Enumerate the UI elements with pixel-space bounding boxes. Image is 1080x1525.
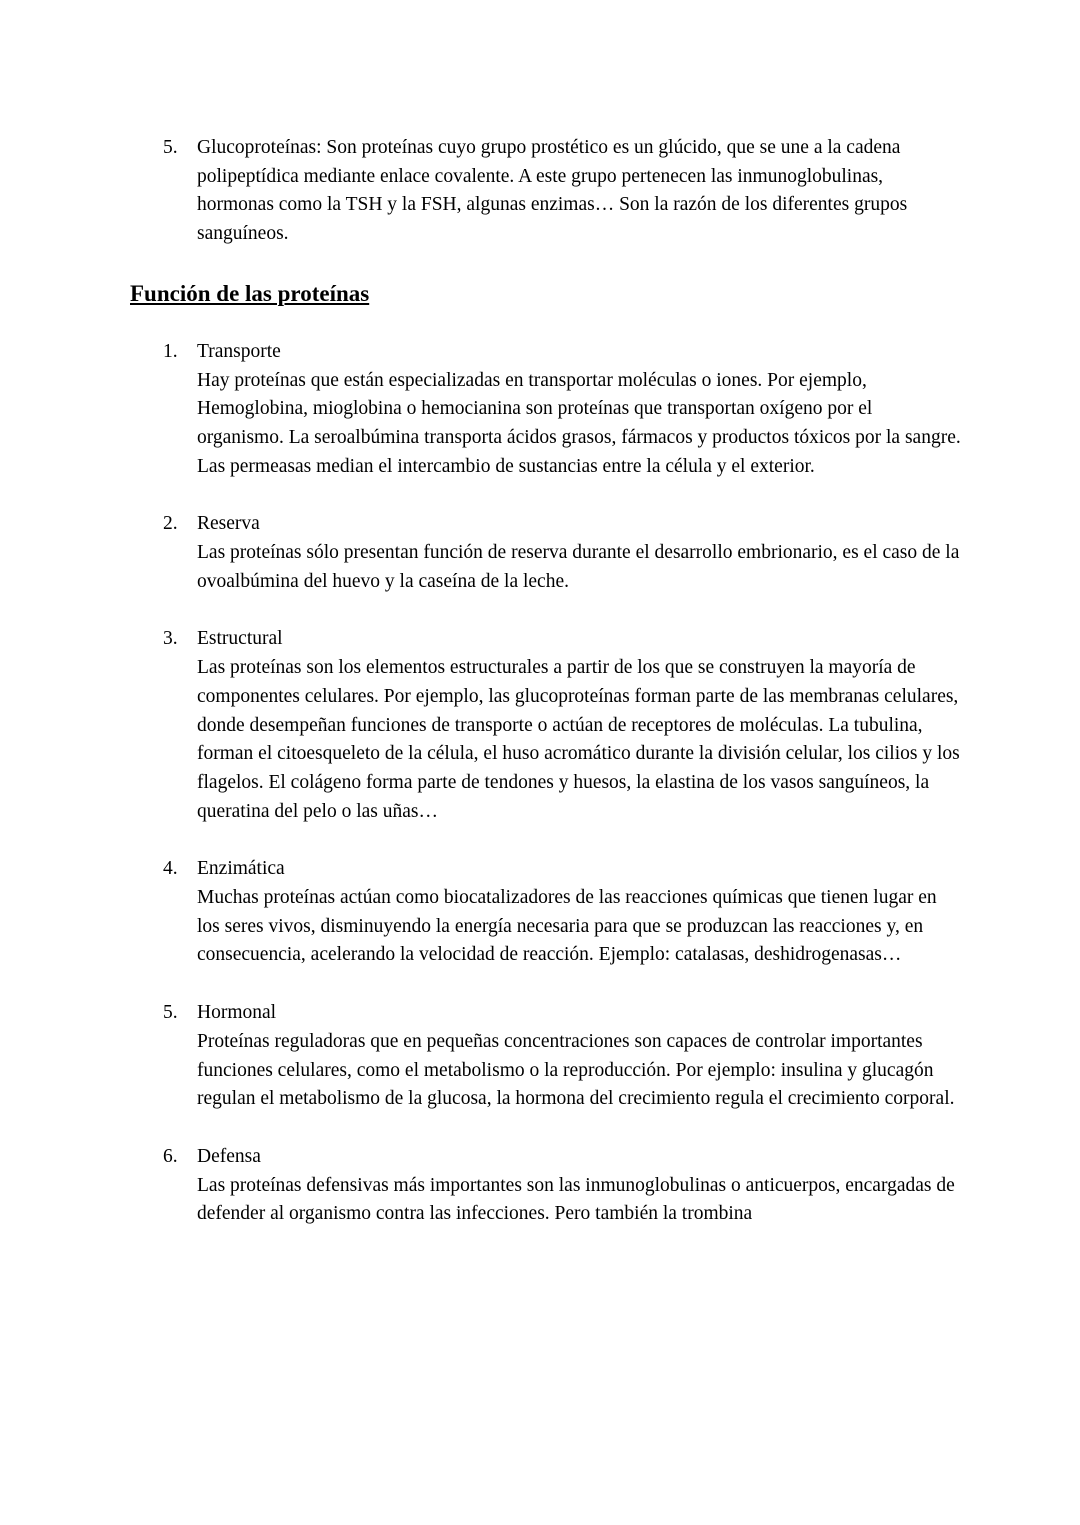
- item-title: Transporte: [197, 340, 281, 362]
- item-number: 3.: [163, 628, 178, 650]
- item-body: Hay proteínas que están especializadas en transportar moléculas o iones. Por ejemplo, Hemoglobina, mioglobina o hemocianina son proteínas que transportan oxígeno por el organismo. La seroalbúmina transporta ácidos grasos, fármacos y productos tóxicos por la sangre. Las permeasas median el intercambio de sustancias entre la célula y el exterior.: [197, 369, 961, 477]
- function-item-reserva: [130, 510, 962, 596]
- item-body: Muchas proteínas actúan como biocatalizadores de las reacciones químicas que tienen lugar en los seres vivos, disminuyendo la energía necesaria para que se produzcan las reacciones y, en consecuencia, acelerando la velocidad de reacción. Ejemplo: catalasas, deshidrogenasas…: [197, 887, 937, 966]
- item-title: Defensa: [197, 1145, 261, 1167]
- item-title: Hormonal: [197, 1002, 277, 1024]
- item-number: 5.: [163, 1002, 178, 1024]
- function-item-transporte: [130, 338, 962, 482]
- list-item-text: Glucoproteínas: Son proteínas cuyo grupo prostético es un glúcido, que se une a la cadena polipeptídica mediante enlace covalente. A este grupo pertenecen las inmunoglobulinas, hormonas como la TSH y la FSH, algunas enzimas… Son la razón de los diferentes grupos sanguíneos.: [197, 137, 908, 245]
- section-heading: Función de las proteínas: [130, 280, 370, 306]
- item-body: Proteínas reguladoras que en pequeñas concentraciones son capaces de controlar importantes funciones celulares, como el metabolismo o la reproducción. Por ejemplo: insulina y glucagón regulan el metabolismo de la glucosa, la hormona del crecimiento regula el crecimiento corporal.: [197, 1030, 955, 1110]
- item-title: Reserva: [197, 513, 260, 535]
- item-number: 4.: [163, 858, 178, 880]
- item-body: Las proteínas son los elementos estructurales a partir de los que se construyen la mayoría de componentes celulares. Por ejemplo, las glucoproteínas forman parte de las membranas celulares, donde desempeñan funciones de transporte o actúan de receptores de moléculas. La tubulina, forman el citoesqueleto de la célula, el huso acromático durante la división celular, los cilios y los flagelos. El colágeno forma parte de tendones y huesos, la elastina de los vasos sanguíneos, la queratina del pelo o las uñas…: [197, 657, 960, 822]
- function-item-defensa: [130, 1143, 962, 1229]
- function-item-estructural: [130, 625, 962, 826]
- item-title: Estructural: [197, 628, 283, 650]
- item-body: Las proteínas sólo presentan función de reserva durante el desarrollo embrionario, es el caso de la ovoalbúmina del huevo y la caseína de la leche.: [197, 542, 960, 592]
- item-number: 1.: [163, 340, 178, 362]
- list-item-number: 5.: [163, 137, 178, 158]
- item-number: 2.: [163, 513, 178, 535]
- function-item-hormonal: [130, 999, 962, 1114]
- function-item-enzimatica: [130, 855, 962, 970]
- list-item-glucoproteinas: [130, 134, 962, 249]
- item-number: 6.: [163, 1145, 178, 1167]
- item-title: Enzimática: [197, 858, 285, 880]
- item-body: Las proteínas defensivas más importantes son las inmunoglobulinas o anticuerpos, encargadas de defender al organismo contra las infecciones. Pero también la trombina: [197, 1174, 955, 1225]
